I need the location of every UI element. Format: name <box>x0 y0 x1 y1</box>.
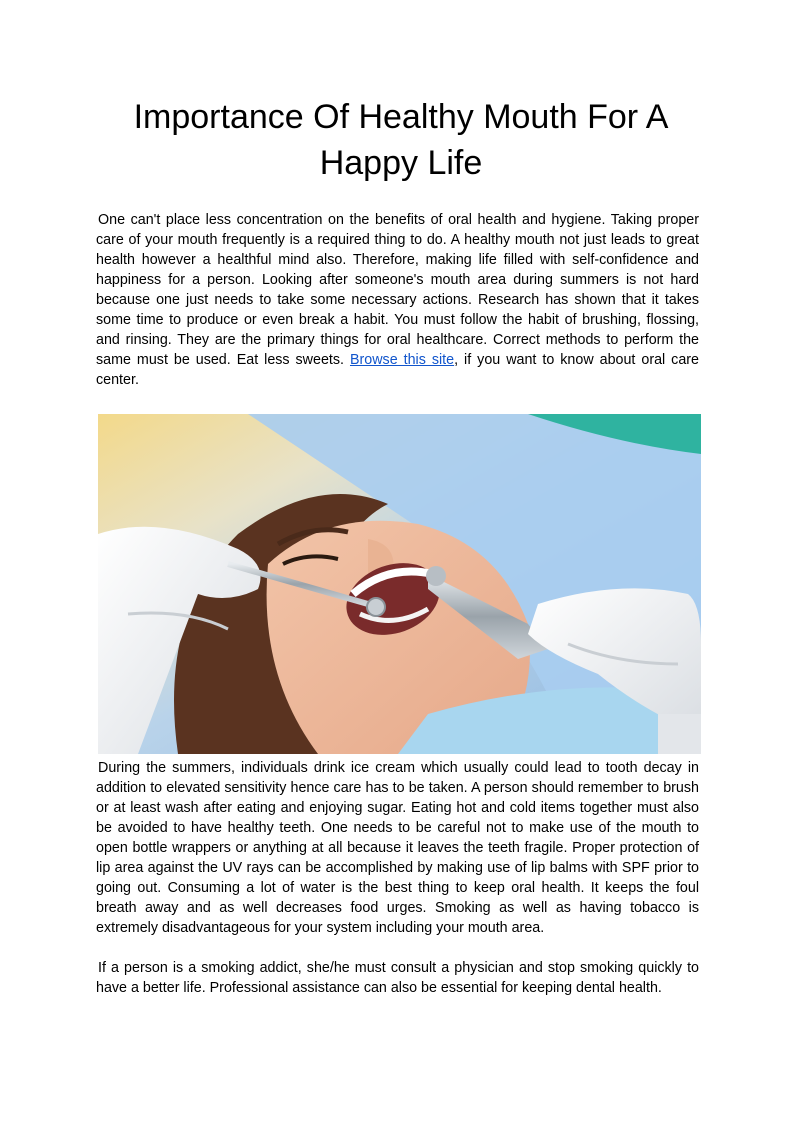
intro-text: One can't place less concentration on the benefits of oral health and hygiene. Taking proper care of your mouth frequently is a required thing to do. A healthy mouth not just leads to great health however a healthful mind also. Therefore, making life filled with self-confidence and happiness for a person. Looking after someone's mouth area during summers is not hard because one just needs to take some necessary actions. Research has shown that it takes some time to produce or even break a habit. You must follow the habit of brushing, flossing, and rinsing. They are the primary things for oral healthcare. Correct methods to perform the same must be used. Eat less sweets. <box>96 212 699 368</box>
intro-text-end: , if you want to know about oral care center. <box>96 352 699 388</box>
dental-checkup-photo <box>98 414 701 754</box>
page-title: Importance Of Healthy Mouth For A Happy Life <box>133 98 669 182</box>
browse-site-link[interactable]: Browse this site <box>349 352 455 368</box>
smoking-paragraph: If a person is a smoking addict, she/he must consult a physician and stop smoking quickly to have a better life. Professional assistance can also be essential for keeping dental health. <box>96 960 699 996</box>
summer-care-paragraph: During the summers, individuals drink ice cream which usually could lead to tooth decay in addition to elevated sensitivity hence care has to be taken. A person should remember to brush or at least wash after eating and enjoying sugar. Eating hot and cold items together must also be avoided to have healthy teeth. One needs to be careful not to make use of the mouth to open bottle wrappers or anything at all because it leaves the teeth fragile. Proper protection of lip area against the UV rays can be accomplished by making use of lip balms with SPF prior to going out. Consuming a lot of water is the best thing to keep oral health. It keeps the foul breath away and as well decreases food urges. Smoking as well as having tobacco is extremely disadvantageous for your system including your mouth area. <box>96 760 699 936</box>
intro-paragraph <box>96 210 699 390</box>
